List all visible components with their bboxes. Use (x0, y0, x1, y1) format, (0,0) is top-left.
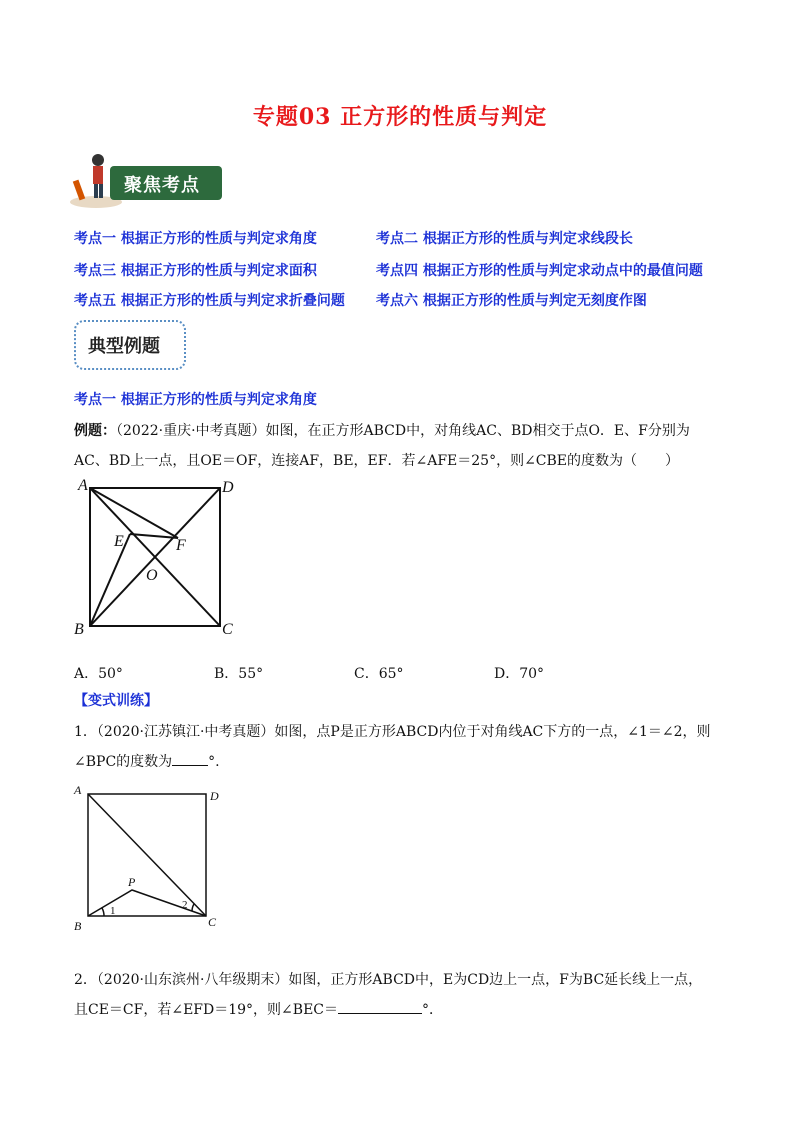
q1-answer-blank[interactable] (172, 751, 208, 766)
q2-text-a: 且CE＝CF，若∠EFD＝19°，则∠BEC＝ (74, 1002, 339, 1018)
q2-line-2 (74, 996, 734, 1024)
section-label: 典型例题 (88, 336, 160, 357)
label-e: E (114, 533, 124, 550)
segment-be (90, 534, 130, 626)
example-lead: 例题： (74, 423, 116, 439)
focus-banner (68, 150, 208, 210)
option-a[interactable]: A．50° (74, 666, 123, 682)
variant-heading: 【变式训练】 (74, 693, 158, 709)
topic-item[interactable]: 考点五 根据正方形的性质与判定求折叠问题 (74, 293, 345, 309)
q2-line-1: 2．（2020·山东滨州·八年级期末）如图，正方形ABCD中，E为CD边上一点，F为BC延长线上一点， (74, 972, 703, 988)
q1-line-2 (74, 748, 734, 776)
label-f: F (176, 537, 186, 554)
option-c[interactable]: C．65° (354, 666, 404, 682)
example-line-1 (74, 417, 734, 445)
label-b: B (74, 621, 84, 638)
example-text-1: （2022·重庆·中考真题）如图，在正方形ABCD中，对角线AC、BD相交于点O．E、F分别为 (116, 423, 690, 439)
banner-label: 聚焦考点 (124, 175, 200, 196)
q2-answer-blank[interactable] (338, 999, 422, 1014)
q1-text-a: ∠BPC的度数为 (74, 754, 173, 770)
option-b[interactable]: B．55° (214, 666, 264, 682)
option-d[interactable]: D．70° (494, 666, 545, 682)
topic-item[interactable]: 考点四 根据正方形的性质与判定求动点中的最值问题 (376, 263, 703, 279)
q1-figure (70, 780, 240, 936)
q1-text-b: °. (208, 754, 220, 770)
q1-label-angle-2: 2 (182, 899, 188, 911)
label-d: D (222, 479, 234, 496)
section-heading: 考点一 根据正方形的性质与判定求角度 (74, 392, 317, 408)
square-figure (70, 474, 240, 640)
example-text-2: AC、BD上一点，且OE＝OF，连接AF，BE，EF．若∠AFE＝25°，则∠CBE的度数为（ ） (74, 453, 680, 469)
topic-item[interactable]: 考点一 根据正方形的性质与判定求角度 (74, 231, 317, 247)
label-c: C (222, 621, 233, 638)
q2-text-b: °． (422, 1002, 444, 1018)
segment-af (90, 488, 178, 538)
q1-label-b: B (74, 919, 82, 933)
q1-diagonal-ac (88, 794, 206, 916)
q1-segments-bpc (88, 890, 206, 916)
section-label-box (74, 320, 186, 370)
page-title: 专题03 正方形的性质与判定 (252, 104, 548, 130)
angle-1-arc (102, 908, 104, 916)
topic-item[interactable]: 考点二 根据正方形的性质与判定求线段长 (376, 231, 633, 247)
q1-label-angle-1: 1 (110, 905, 116, 917)
q1-label-a: A (74, 783, 82, 797)
angle-2-arc (192, 904, 194, 911)
label-a: A (78, 477, 88, 494)
q1-label-d: D (210, 789, 219, 803)
q1-label-p: P (128, 875, 136, 889)
q1-label-c: C (208, 915, 217, 929)
topic-item[interactable]: 考点三 根据正方形的性质与判定求面积 (74, 263, 317, 279)
topic-item[interactable]: 考点六 根据正方形的性质与判定无刻度作图 (376, 293, 647, 309)
label-o: O (146, 567, 158, 584)
q1-line-1: 1．（2020·江苏镇江·中考真题）如图，点P是正方形ABCD内位于对角线AC下方的一点，∠1＝∠2，则 (74, 724, 711, 740)
